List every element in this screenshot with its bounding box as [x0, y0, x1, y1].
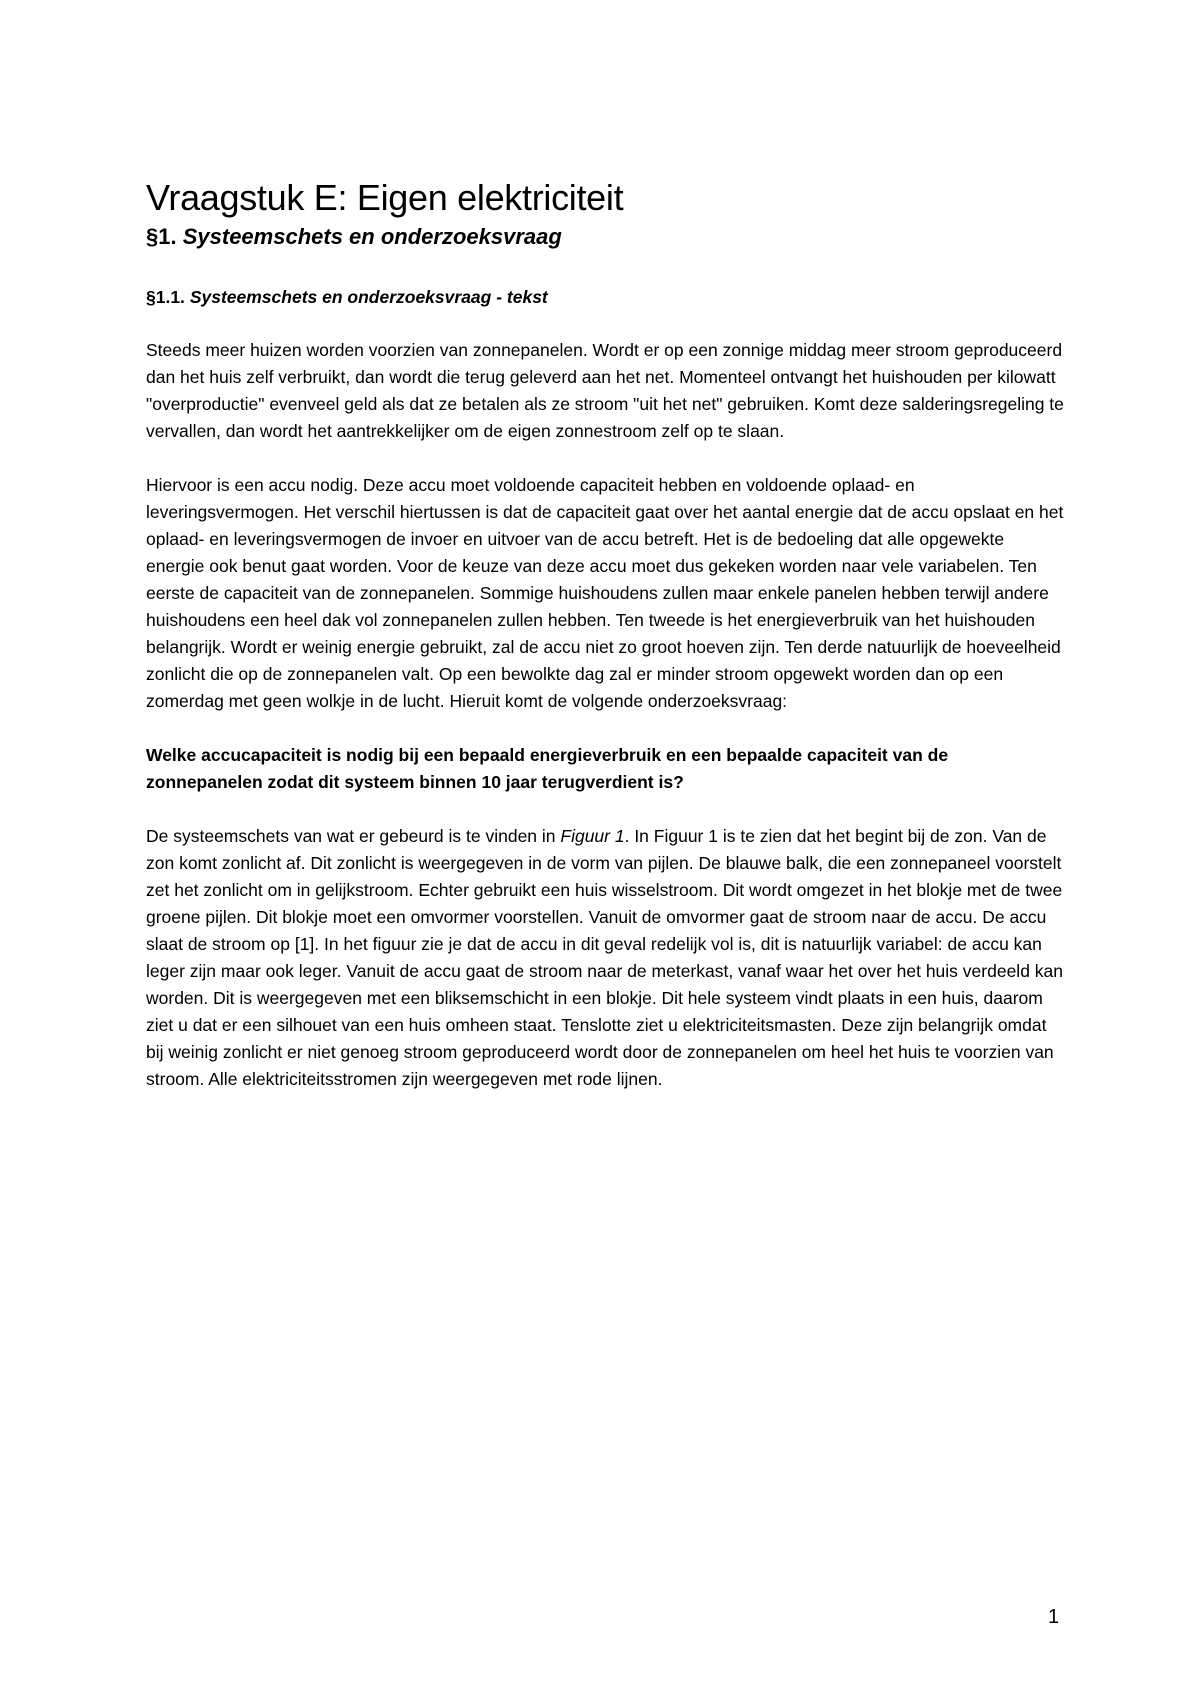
section-heading	[146, 222, 1066, 252]
document-title: Vraagstuk E: Eigen elektriciteit	[146, 177, 624, 218]
document-page	[146, 176, 1066, 1093]
figure-reference: Figuur 1	[560, 826, 625, 846]
paragraph-systeemschets	[146, 823, 1066, 1093]
paragraph-intro: Steeds meer huizen worden voorzien van zonnepanelen. Wordt er op een zonnige middag meer stroom geproduceerd dan het huis zelf verbruikt, dan wordt die terug geleverd aan het net. Momenteel ontvangt het huishouden per kilowatt "overproductie" evenveel geld als dat ze betalen als ze stroom "uit het net" gebruiken. Komt deze salderingsregeling te vervallen, dan wordt het aantrekkelijker om de eigen zonnestroom zelf op te slaan.	[146, 340, 1064, 441]
research-question: Welke accucapaciteit is nodig bij een bepaald energieverbruik en een bepaalde capaciteit van de zonnepanelen zodat dit systeem binnen 10 jaar terugverdient is?	[146, 745, 949, 792]
subsection-number: §1.1.	[146, 287, 185, 307]
subsection-heading	[146, 284, 1066, 311]
section-title: Systeemschets en onderzoeksvraag	[182, 224, 562, 249]
paragraph-systeemschets-start: De systeemschets van wat er gebeurd is te vinden in	[146, 826, 561, 846]
paragraph-systeemschets-rest: . In Figuur 1 is te zien dat het begint bij de zon. Van de zon komt zonlicht af. Dit zonlicht is weergegeven in de vorm van pijlen. De blauwe balk, die een zonnepaneel voorstelt zet het zonlicht om in gelijkstroom. Echter gebruikt een huis wisselstroom. Dit wordt omgezet in het blokje met de twee groene pijlen. Dit blokje moet een omvormer voorstellen. Vanuit de omvormer gaat de stroom naar de accu. De accu slaat de stroom op [1]. In het figuur zie je dat de accu in dit geval redelijk vol is, dit is natuurlijk variabel: de accu kan leger zijn maar ook leger. Vanuit de accu gaat de stroom naar de meterkast, vanaf waar het over het huis verdeeld kan worden. Dit is weergegeven met een bliksemschicht in een blokje. Dit hele systeem vindt plaats in een huis, daarom ziet u dat er een silhouet van een huis omheen staat. Tenslotte ziet u elektriciteitsmasten. Deze zijn belangrijk omdat bij weinig zonlicht er niet genoeg stroom geproduceerd wordt door de zonnepanelen om heel het huis te voorzien van stroom. Alle elektriciteitsstromen zijn weergegeven met rode lijnen.	[146, 826, 1063, 1089]
section-number: §1.	[146, 224, 177, 249]
page-number: 1	[1048, 1606, 1060, 1628]
subsection-title: Systeemschets en onderzoeksvraag - tekst	[189, 287, 548, 307]
paragraph-accu: Hiervoor is een accu nodig. Deze accu moet voldoende capaciteit hebben en voldoende oplaad- en leveringsvermogen. Het verschil hiertussen is dat de capaciteit gaat over het aantal energie dat de accu opslaat en het oplaad- en leveringsvermogen de invoer en uitvoer van de accu betreft. Het is de bedoeling dat alle opgewekte energie ook benut gaat worden. Voor de keuze van deze accu moet dus gekeken worden naar vele variabelen. Ten eerste de capaciteit van de zonnepanelen. Sommige huishoudens zullen maar enkele panelen hebben terwijl andere huishoudens een heel dak vol zonnepanelen zullen hebben. Ten tweede is het energieverbruik van het huishouden belangrijk. Wordt er weinig energie gebruikt, zal de accu niet zo groot hoeven zijn. Ten derde natuurlijk de hoeveelheid zonlicht die op de zonnepanelen valt. Op een bewolkte dag zal er minder stroom opgewekt worden dan op een zomerdag met geen wolkje in de lucht. Hieruit komt de volgende onderzoeksvraag:	[146, 475, 1064, 711]
